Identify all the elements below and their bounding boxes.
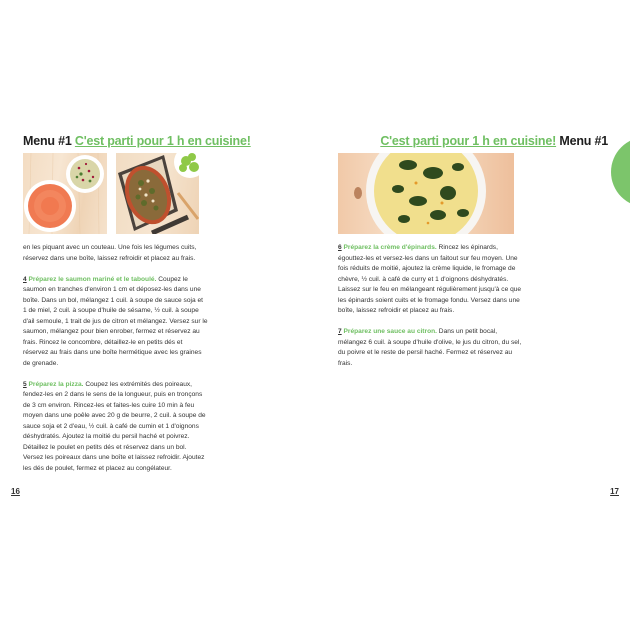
intro-paragraph: en les piquant avec un couteau. Une fois les légumes cuits, réservez dans une boîte, laissez refroidir et placez au frais. — [23, 244, 197, 262]
leek-pizza-photo — [116, 153, 199, 234]
step-heading: Préparez une sauce au citron. — [343, 328, 437, 335]
recipe-text-left — [23, 243, 208, 485]
menu-tagline: C'est parti pour 1 h en cuisine! — [74, 134, 251, 148]
step-body: Coupez les extrémités des poireaux, fendez-les en 2 dans le sens de la longueur, puis en tronçons de 3 cm environ. Rincez-les et faites-les cuire 10 min à feu moyen dans une poêle avec 20 g de beurre, 2 cuil. à soupe de sauce soja et 2 d'eau, ½ cuil. à café de cumin et 1 d'oignons déshydratés. Ajoutez la moitié du persil haché et poivrez. Détaillez le poulet en petits dés et réservez dans un bol. Versez les poireaux dans une boîte et laissez refroidir. Ajoutez les dés de poulet, fermez et placez au congélateur. — [23, 380, 206, 472]
step-number: 6 — [338, 244, 342, 251]
step-5 — [23, 380, 208, 475]
salmon-carpaccio-and-tabbouleh-photo — [23, 153, 107, 234]
step-7 — [338, 327, 523, 369]
step-body: Dans un petit bocal, mélangez 6 cuil. à soupe d'huile d'olive, le jus du citron, du sel, du poivre et le reste de persil haché. Fermez et réservez au frais. — [338, 328, 522, 367]
page-title-left — [23, 134, 251, 148]
step-6 — [338, 243, 523, 317]
step-4 — [23, 275, 208, 370]
step-number: 5 — [23, 380, 27, 388]
page-number-right: 17 — [610, 487, 619, 496]
step-heading: Préparez le saumon mariné et le taboulé. — [28, 275, 157, 283]
right-page — [315, 0, 630, 630]
step-number: 7 — [338, 328, 342, 335]
step-body: Rincez les épinards, égouttez-les et versez-les dans un faitout sur feu moyen. Une fois réduits de moitié, ajoutez la crème liquide, le fromage de chèvre, ½ cuil. à café de curry et 1 d'oignons déshydratés. Laissez sur le feu en mélangeant régulièrement jusqu'à ce que les épinards soient cuits et le fromage fondu. Versez dans une boîte, laissez refroidir et placez au frais. — [338, 244, 522, 314]
step-heading: Préparez la crème d'épinards. — [343, 244, 437, 251]
menu-label: Menu #1 — [559, 134, 608, 148]
step-number: 4 — [23, 275, 27, 283]
step-heading: Préparez la pizza. — [28, 380, 84, 388]
page-title-right — [380, 134, 608, 148]
spinach-cream-tagliatelle-photo — [338, 153, 514, 234]
recipe-text-right — [338, 243, 523, 380]
menu-tagline: C'est parti pour 1 h en cuisine! — [380, 134, 557, 148]
step-body: Coupez le saumon en tranches d'environ 1 cm et déposez-les dans une boîte. Dans un bol, mélangez 1 cuil. à soupe de sauce soja et 1 de miel, 2 cuil. à soupe d'huile de sésame, ½ cuil. à soupe d'ail semoule, 1 trait de jus de citron et mélangez. Versez sur le saumon, mélangez pour bien enrober, fermez et réservez au frais. Rincez le concombre, détaillez-le en petits dés et réservez au frais dans une boîte hermétique avec les graines de grenade. — [23, 275, 208, 367]
menu-label: Menu #1 — [23, 134, 72, 148]
page-number-left: 16 — [11, 487, 20, 496]
